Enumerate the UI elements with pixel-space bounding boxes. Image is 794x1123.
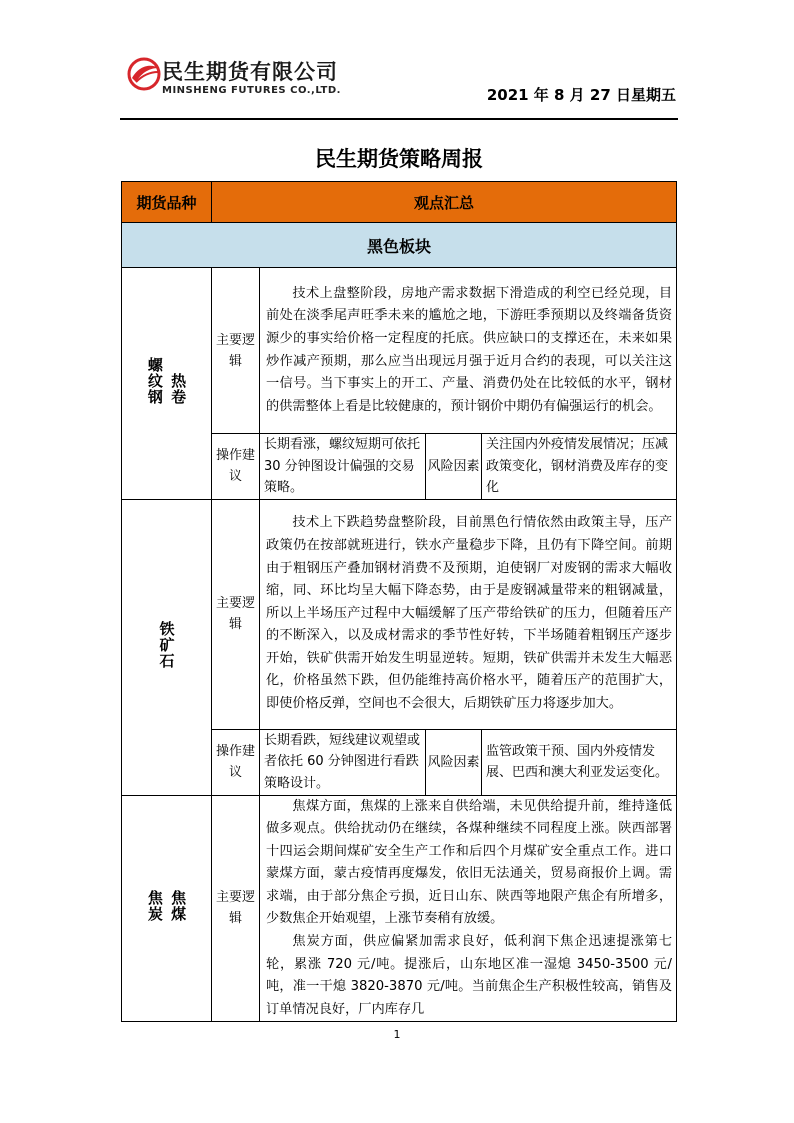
- label-main-logic: 主要逻辑: [212, 268, 260, 434]
- risk-text: 关注国内外疫情发展情况；压减政策变化，钢材消费及库存的变化: [482, 434, 677, 500]
- variety-name: 螺纹钢: [145, 357, 164, 406]
- minsheng-logo-icon: [126, 56, 162, 92]
- label-operation: 操作建议: [212, 729, 260, 795]
- main-logic-text: 技术上盘整阶段，房地产需求数据下滑造成的利空已经兑现，目前处在淡季尾声旺季未来的尴尬之地，下游旺季预期以及终端备货资源少的事实给价格一定程度的托底。供应缺口的支撑还在，未来如果炒作减产预期，那么应当出现远月强于近月合约的表现，可以关注这一信号。当下事实上的开工、产量、消费仍处在比较低的水平，钢材的供需整体上看是比较健康的，预计钢价中期仍有偏强运行的机会。: [260, 268, 677, 434]
- report-title: 民生期货策略周报: [315, 147, 483, 171]
- column-header-summary: 观点汇总: [212, 182, 677, 223]
- header-divider: [120, 118, 678, 120]
- variety-name: 焦炭: [145, 890, 164, 923]
- main-logic-text: 焦煤方面，焦煤的上涨来自供给端，未见供给提升前，维持逢低做多观点。供给扰动仍在继续，各煤种继续不同程度上涨。陕西部署十四运会期间煤矿安全生产工作和后四个月煤矿安全重点工作。进口蒙煤方面，蒙古疫情再度爆发，依旧无法通关，贸易商报价上调。需求端，由于部分焦企亏损，近日山东、陕西等地限产焦企有所增多，少数焦企开始观望，上涨节奏稍有放缓。 焦炭方面，供应偏紧加需求良好，低利润下焦企迅速提涨第七轮，累涨 720 元/吨。提涨后，山东地区准一湿熄 3450-3500 元/吨，准一干熄 3820-3870 元/吨。当前焦企生产积极性较高，销售及订单情况良好，厂内库存几: [260, 795, 677, 1022]
- main-logic-text: 技术上下跌趋势盘整阶段，目前黑色行情依然由政策主导，压产政策仍在按部就班进行，铁水产量稳步下降，且仍有下降空间。前期由于粗钢压产叠加钢材消费不及预期，迫使钢厂对废钢的需求大幅收缩，同、环比均呈大幅下降态势，由于是废钢减量带来的粗钢减量，所以上半场压产过程中大幅缓解了压产带给铁矿的压力，但随着压产的不断深入，以及成材需求的季节性好转，下半场随着粗钢压产逐步开始，铁矿供需开始发生明显逆转。短期，铁矿供需并未发生大幅恶化，价格虽然下跌，但仍能维持高价格水平，随着压产的范围扩大，即使价格反弹，空间也不会很大，后期铁矿压力将逐步加大。: [260, 499, 677, 729]
- section-title: 黑色板块: [122, 223, 677, 268]
- report-date: 2021 年 8 月 27 日星期五: [486, 86, 676, 104]
- label-main-logic: 主要逻辑: [212, 795, 260, 1022]
- company-name-cn: 民生期货有限公司: [162, 60, 338, 84]
- variety-name: 焦煤: [169, 890, 188, 923]
- variety-cell: [122, 268, 212, 500]
- variety-name: 热卷: [169, 373, 188, 406]
- operation-text: 长期看跌，短线建议观望或者依托 60 分钟图进行看跌策略设计。: [260, 729, 426, 795]
- column-header-variety: 期货品种: [122, 182, 212, 223]
- label-main-logic: 主要逻辑: [212, 499, 260, 729]
- variety-cell: [122, 795, 212, 1022]
- label-risk: 风险因素: [426, 434, 482, 500]
- strategy-table: [121, 181, 677, 1022]
- label-risk: 风险因素: [426, 729, 482, 795]
- page-header: [120, 52, 680, 120]
- label-operation: 操作建议: [212, 434, 260, 500]
- operation-text: 长期看涨，螺纹短期可依托 30 分钟图设计偏强的交易策略。: [260, 434, 426, 500]
- risk-text: 监管政策干预、国内外疫情发展、巴西和澳大利亚发运变化。: [482, 729, 677, 795]
- page-number: 1: [393, 1028, 401, 1041]
- variety-cell: [122, 499, 212, 795]
- company-name-en: MINSHENG FUTURES CO.,LTD.: [162, 85, 341, 96]
- variety-name: 铁矿石: [157, 621, 176, 669]
